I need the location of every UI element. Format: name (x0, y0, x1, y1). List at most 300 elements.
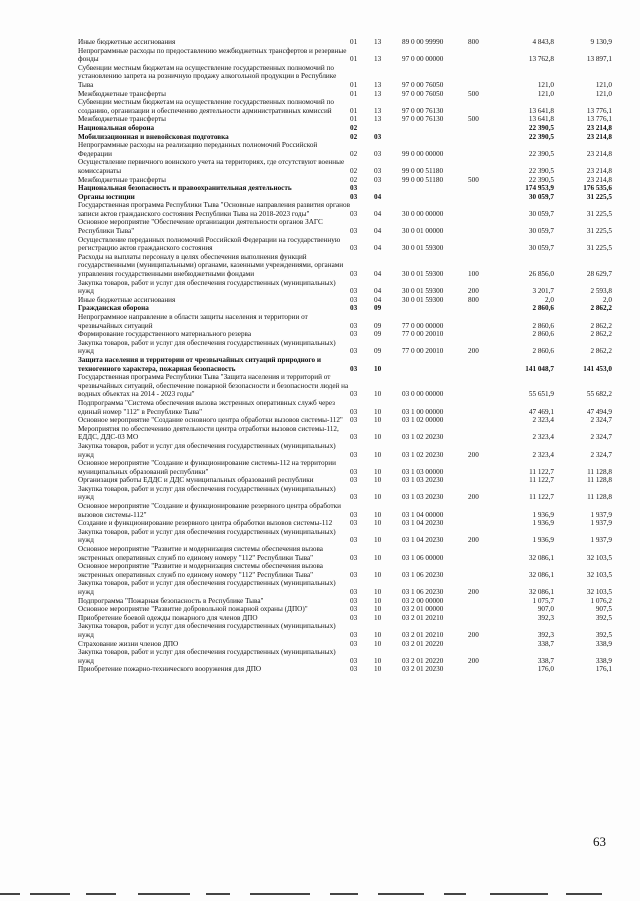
row-amount-year2: 47 494,9 (586, 407, 612, 416)
row-amount-year1: 2 860,6 (532, 330, 554, 339)
row-target-code: 97 0 00 76130 (402, 115, 444, 124)
row-amount-year2: 55 682,2 (586, 390, 612, 399)
row-target-code: 03 1 03 20230 (402, 476, 444, 485)
row-amount-year1: 338,7 (537, 639, 554, 648)
row-subsection: 10 (374, 656, 382, 665)
row-subsection: 10 (374, 665, 382, 674)
budget-table-body (78, 38, 612, 674)
row-name: Непрограммные расходы по предоставлению межбюджетных трансфертов и резервные фонды (78, 46, 347, 64)
row-name: Межбюджетные трансферты (78, 115, 166, 124)
row-subsection: 13 (374, 80, 382, 89)
row-amount-year2: 23 214,8 (586, 132, 612, 141)
row-name: Иные бюджетные ассигнования (78, 38, 176, 46)
row-amount-year2: 11 128,8 (587, 467, 612, 476)
row-amount-year1: 32 086,1 (528, 570, 554, 579)
row-target-code: 99 0 00 00000 (402, 149, 444, 158)
row-name: Межбюджетные трансферты (78, 175, 166, 184)
row-subsection: 10 (374, 519, 382, 528)
row-name: Осуществление переданных полномочий Российской Федерации на государственную регистрацию актов гражданского состояния (78, 235, 341, 253)
row-name: Основное мероприятие "Создание и функционирование системы-112 на территории муниципальных образований республики" (78, 459, 336, 476)
row-subsection: 04 (374, 227, 382, 236)
row-amount-year2: 1 937,9 (590, 519, 612, 528)
row-amount-year1: 26 856,0 (528, 270, 554, 279)
row-name: Основное мероприятие "Создание основного центра обработки вызовов системы-112" (78, 416, 343, 425)
row-section: 03 (350, 347, 358, 356)
row-amount-year1: 392,3 (537, 613, 554, 622)
row-target-code: 97 0 00 00000 (402, 55, 444, 64)
row-expense-type (468, 218, 496, 235)
row-amount-year2: 1 076,2 (590, 596, 612, 605)
table-row (78, 597, 612, 606)
table-row (78, 614, 612, 623)
row-expense-type (468, 665, 496, 674)
row-section: 03 (350, 630, 358, 639)
row-expense-type (468, 605, 496, 614)
row-amount-year1: 22 390,5 (528, 149, 554, 158)
row-amount-year2: 121,0 (595, 80, 612, 89)
row-amount-year2: 2,0 (603, 295, 612, 304)
row-amount-year1: 30 059,7 (528, 209, 554, 218)
row-amount-year2: 2 324,7 (590, 416, 612, 425)
row-amount-year1: 2 323,4 (532, 416, 554, 425)
row-expense-type: 500 (468, 175, 479, 184)
row-section: 03 (350, 209, 358, 218)
row-expense-type (468, 193, 496, 202)
row-section: 03 (350, 184, 358, 193)
row-subsection: 13 (374, 115, 382, 124)
row-amount-year2: 11 128,8 (587, 476, 612, 485)
row-subsection: 10 (374, 416, 382, 425)
row-subsection: 13 (374, 106, 382, 115)
table-row (78, 399, 612, 416)
row-target-code: 03 1 04 00000 (402, 510, 444, 519)
row-amount-year2: 338,9 (595, 639, 612, 648)
table-row (78, 98, 612, 115)
row-section: 01 (350, 106, 358, 115)
row-expense-type (468, 502, 496, 519)
row-subsection: 10 (374, 570, 382, 579)
row-amount-year1: 32 086,1 (528, 553, 554, 562)
row-amount-year1: 141 048,7 (525, 364, 554, 373)
row-expense-type: 200 (468, 536, 479, 545)
table-row (78, 64, 612, 90)
table-row (78, 416, 612, 425)
row-name: Органы юстиции (78, 192, 135, 201)
row-amount-year2: 176 535,6 (583, 184, 612, 193)
row-amount-year2: 2 862,2 (590, 321, 612, 330)
row-expense-type: 800 (468, 295, 479, 304)
row-target-code: 03 1 06 20230 (402, 570, 444, 579)
table-row (78, 218, 612, 235)
row-expense-type (468, 614, 496, 623)
row-amount-year1: 174 953,9 (525, 184, 554, 193)
table-row (78, 133, 612, 142)
row-name: Национальная безопасность и правоохранительная деятельность (78, 184, 292, 193)
row-name: Субвенции местным бюджетам на осуществление государственных полномочий по установлению запрета на розничную продажу алкогольной продукции в Республике Тыва (78, 63, 337, 89)
row-target-code: 30 0 01 00000 (402, 227, 444, 236)
row-expense-type (468, 399, 496, 416)
table-row (78, 90, 612, 99)
row-target-code: 03 1 06 00000 (402, 553, 444, 562)
row-subsection: 10 (374, 630, 382, 639)
row-target-code: 03 2 01 20210 (402, 613, 444, 622)
row-amount-year2: 1 937,9 (590, 536, 612, 545)
row-expense-type (468, 476, 496, 485)
row-section: 03 (350, 613, 358, 622)
row-amount-year2: 2 593,8 (590, 287, 612, 296)
row-name: Закупка товаров, работ и услуг для обеспечения государственных (муниципальных) нужд (78, 278, 336, 296)
row-amount-year2: 31 225,5 (586, 209, 612, 218)
row-amount-year1: 4 843,8 (532, 38, 554, 46)
row-name: Создание и функционирование резервного центра обработки вызовов системы-112 (78, 519, 333, 528)
row-name: Закупка товаров, работ и услуг для обеспечения государственных (муниципальных) нужд (78, 441, 336, 459)
row-amount-year1: 2 323,4 (532, 450, 554, 459)
row-name: Гражданская оборона (78, 304, 149, 313)
table-row (78, 562, 612, 579)
row-amount-year2: 32 103,5 (586, 570, 612, 579)
row-target-code: 97 0 00 76130 (402, 106, 444, 115)
row-subsection: 10 (374, 639, 382, 648)
row-amount-year1: 22 390,5 (528, 166, 554, 175)
page-number: 63 (593, 834, 606, 849)
row-amount-year2: 2 862,2 (590, 347, 612, 356)
table-row (78, 184, 612, 193)
row-amount-year1: 13 762,8 (528, 55, 554, 64)
row-amount-year2: 32 103,5 (586, 553, 612, 562)
row-subsection: 09 (374, 347, 382, 356)
row-subsection: 03 (374, 132, 382, 141)
row-subsection: 04 (374, 287, 382, 296)
row-expense-type (468, 416, 496, 425)
row-amount-year2: 23 214,8 (586, 123, 612, 132)
row-amount-year2: 23 214,8 (586, 166, 612, 175)
row-target-code: 03 1 02 00000 (402, 416, 444, 425)
table-row (78, 545, 612, 562)
table-row (78, 296, 612, 305)
row-amount-year2: 2 862,2 (590, 304, 612, 313)
table-row (78, 236, 612, 253)
table-row (78, 330, 612, 339)
table-row (78, 373, 612, 399)
table-row (78, 605, 612, 614)
table-row (78, 648, 612, 665)
row-name: Непрограммное направление в области защиты населения и территории от чрезвычайных ситуаций (78, 313, 308, 330)
row-name: Приобретение пожарно-технического вооружения для ДПО (78, 665, 262, 674)
table-row (78, 665, 612, 674)
row-name: Иные бюджетные ассигнования (78, 295, 176, 304)
row-target-code: 77 0 00 20010 (402, 330, 444, 339)
table-row (78, 579, 612, 596)
row-subsection: 04 (374, 209, 382, 218)
row-target-code (402, 184, 468, 193)
table-row (78, 339, 612, 356)
row-section: 03 (350, 570, 358, 579)
row-amount-year2: 23 214,8 (586, 149, 612, 158)
row-expense-type (468, 47, 496, 64)
row-subsection: 10 (374, 510, 382, 519)
row-section: 03 (350, 467, 358, 476)
row-amount-year1: 11 122,7 (529, 476, 554, 485)
table-row (78, 115, 612, 124)
table-row (78, 279, 612, 296)
row-subsection: 10 (374, 536, 382, 545)
row-target-code: 30 0 01 59300 (402, 295, 444, 304)
row-name: Расходы на выплаты персоналу в целях обеспечения выполнения функций государственными (муниципальными) органами, казенными учреждениями, органами управления государственными внебюджетными фондами (78, 252, 344, 279)
table-row (78, 442, 612, 459)
row-expense-type (468, 425, 496, 442)
table-row (78, 253, 612, 279)
row-name: Организация работы ЕДДС и ДДС муниципальных образований республики (78, 476, 314, 485)
row-target-code: 77 0 00 20010 (402, 347, 444, 356)
row-expense-type: 500 (468, 89, 479, 98)
row-name: Закупка товаров, работ и услуг для обеспечения государственных (муниципальных) нужд (78, 527, 336, 545)
row-name: Государственная программа Республики Тыва "Основные направления развития органов записи актов гражданского состояния Республики Тыва на 2018-2023 годы" (78, 201, 350, 218)
row-amount-year2: 176,1 (595, 665, 612, 674)
row-subsection: 10 (374, 390, 382, 399)
row-section: 03 (350, 656, 358, 665)
row-section: 03 (350, 330, 358, 339)
row-amount-year1: 22 390,5 (528, 123, 554, 132)
row-expense-type (468, 64, 496, 90)
row-target-code: 30 0 01 59300 (402, 244, 444, 253)
table-row (78, 459, 612, 476)
row-subsection: 10 (374, 433, 382, 442)
row-name: Закупка товаров, работ и услуг для обеспечения государственных (муниципальных) нужд (78, 622, 336, 639)
row-target-code: 03 2 01 20220 (402, 639, 444, 648)
table-row (78, 38, 612, 47)
table-row (78, 356, 612, 373)
row-amount-year2: 121,0 (595, 89, 612, 98)
row-expense-type: 200 (468, 287, 479, 296)
row-target-code: 03 2 00 00000 (402, 596, 444, 605)
row-section: 03 (350, 295, 358, 304)
row-expense-type: 200 (468, 347, 479, 356)
row-name: Приобретение боевой одежды пожарного для членов ДПО (78, 613, 258, 622)
row-name: Закупка товаров, работ и услуг для обеспечения государственных (муниципальных) нужд (78, 484, 336, 502)
row-section: 03 (350, 227, 358, 236)
row-subsection: 10 (374, 364, 382, 373)
row-expense-type (468, 313, 496, 330)
row-amount-year2: 31 225,5 (586, 244, 612, 253)
row-section: 03 (350, 364, 358, 373)
row-target-code: 30 0 01 59300 (402, 287, 444, 296)
row-amount-year1: 907,0 (537, 605, 554, 614)
row-expense-type: 200 (468, 588, 479, 596)
row-target-code (402, 124, 468, 133)
row-name: Национальная оборона (78, 123, 155, 132)
footer-scan-marks (0, 893, 640, 896)
row-name: Непрограммные расходы на реализацию переданных полномочий Российской Федерации (78, 141, 318, 158)
table-row (78, 193, 612, 202)
row-section: 03 (350, 493, 358, 502)
row-amount-year2: 31 225,5 (586, 227, 612, 236)
row-section: 03 (350, 244, 358, 253)
row-expense-type (468, 519, 496, 528)
row-target-code: 03 2 01 00000 (402, 605, 444, 614)
table-row (78, 158, 612, 175)
row-subsection: 13 (374, 89, 382, 98)
row-expense-type (468, 133, 496, 142)
row-name: Основное мероприятие "Создание и функционирование резервного центра обработки вызовов системы-112" (78, 502, 342, 519)
row-amount-year1: 11 122,7 (529, 467, 554, 476)
row-subsection: 10 (374, 450, 382, 459)
row-amount-year1: 176,0 (537, 665, 554, 674)
row-section: 03 (350, 639, 358, 648)
row-name: Закупка товаров, работ и услуг для обеспечения государственных (муниципальных) нужд (78, 648, 336, 665)
row-amount-year1: 1 936,9 (532, 510, 554, 519)
row-section: 03 (350, 605, 358, 614)
row-amount-year1: 2,0 (545, 295, 554, 304)
row-target-code: 03 1 02 20230 (402, 450, 444, 459)
table-row (78, 201, 612, 218)
row-name: Защита населения и территории от чрезвычайных ситуаций природного и техногенного характера, пожарная безопасность (78, 355, 322, 373)
row-subsection: 10 (374, 493, 382, 502)
row-amount-year2: 11 128,8 (587, 493, 612, 502)
row-amount-year1: 2 860,6 (532, 304, 554, 313)
row-target-code: 30 0 00 00000 (402, 209, 444, 218)
row-expense-type (468, 141, 496, 158)
row-amount-year2: 9 130,9 (590, 38, 612, 46)
row-target-code: 03 1 03 20230 (402, 493, 444, 502)
row-expense-type (468, 545, 496, 562)
row-name: Закупка товаров, работ и услуг для обеспечения государственных (муниципальных) нужд (78, 338, 336, 356)
table-row (78, 304, 612, 313)
row-amount-year1: 392,3 (537, 630, 554, 639)
row-expense-type: 200 (468, 656, 479, 665)
row-section: 03 (350, 536, 358, 545)
table-row (78, 519, 612, 528)
row-subsection: 03 (374, 175, 382, 184)
row-name: Основное мероприятие "Развитие и модернизация системы обеспечения вызова экстренных оперативных служб по единому номеру "112" Республики Тыва" (78, 562, 323, 579)
row-expense-type: 200 (468, 493, 479, 502)
row-name: Основное мероприятие "Обеспечение организации деятельности органов ЗАГС Республики Тыва" (78, 218, 323, 236)
table-row (78, 502, 612, 519)
row-section: 03 (350, 596, 358, 605)
row-target-code: 99 0 00 51180 (402, 166, 444, 175)
row-name: Субвенции местным бюджетам на осуществление государственных полномочий по созданию, организации и обеспечению деятельности административных комиссий (78, 98, 334, 115)
row-section: 03 (350, 665, 358, 674)
row-amount-year1: 1 075,7 (532, 596, 554, 605)
row-amount-year1: 47 469,1 (528, 407, 554, 416)
row-amount-year2: 1 937,9 (590, 510, 612, 519)
row-subsection: 10 (374, 467, 382, 476)
row-target-code: 03 0 00 00000 (402, 390, 444, 399)
row-section: 03 (350, 321, 358, 330)
row-expense-type (468, 373, 496, 399)
row-amount-year2: 907,5 (595, 605, 612, 614)
row-amount-year1: 338,7 (537, 656, 554, 665)
row-amount-year1: 121,0 (537, 80, 554, 89)
row-section: 03 (350, 433, 358, 442)
row-expense-type: 100 (468, 270, 479, 279)
row-subsection (374, 124, 402, 133)
table-row (78, 176, 612, 185)
row-target-code (402, 193, 468, 202)
row-target-code: 03 1 04 20230 (402, 536, 444, 545)
table-row (78, 47, 612, 64)
row-amount-year2: 2 324,7 (590, 433, 612, 442)
row-amount-year2: 28 629,7 (586, 270, 612, 279)
row-target-code: 03 1 04 20230 (402, 519, 444, 528)
table-row (78, 622, 612, 639)
row-subsection: 09 (374, 330, 382, 339)
row-amount-year2: 2 862,2 (590, 330, 612, 339)
row-subsection: 10 (374, 613, 382, 622)
row-section: 02 (350, 166, 358, 175)
row-section: 01 (350, 80, 358, 89)
row-section: 01 (350, 55, 358, 64)
row-amount-year2: 23 214,8 (586, 175, 612, 184)
row-target-code: 77 0 00 00000 (402, 321, 444, 330)
row-amount-year1: 30 059,7 (528, 227, 554, 236)
row-subsection: 09 (374, 321, 382, 330)
row-subsection: 13 (374, 55, 382, 64)
row-amount-year1: 1 936,9 (532, 519, 554, 528)
row-amount-year1: 30 059,7 (528, 244, 554, 253)
row-subsection: 03 (374, 166, 382, 175)
row-target-code (402, 133, 468, 142)
row-amount-year2: 392,5 (595, 613, 612, 622)
row-expense-type (468, 304, 496, 313)
row-amount-year1: 2 860,6 (532, 347, 554, 356)
row-subsection: 13 (374, 38, 382, 46)
row-target-code: 89 0 00 99990 (402, 38, 444, 46)
row-subsection: 10 (374, 553, 382, 562)
row-expense-type (468, 640, 496, 649)
row-name: Мобилизационная и вневойсковая подготовка (78, 132, 229, 141)
row-amount-year2: 2 324,7 (590, 450, 612, 459)
table-row (78, 528, 612, 545)
row-section: 02 (350, 132, 358, 141)
table-row (78, 425, 612, 442)
row-expense-type (468, 330, 496, 339)
row-subsection: 04 (374, 295, 382, 304)
row-amount-year2: 392,5 (595, 630, 612, 639)
row-amount-year1: 22 390,5 (528, 132, 554, 141)
row-amount-year2: 13 897,1 (586, 55, 612, 64)
row-expense-type (468, 124, 496, 133)
row-amount-year2: 32 103,5 (586, 588, 612, 596)
table-row (78, 476, 612, 485)
row-name: Основное мероприятие "Развитие добровольной пожарной охраны (ДПО)" (78, 605, 308, 614)
row-expense-type (468, 184, 496, 193)
row-subsection: 10 (374, 588, 382, 596)
row-section: 01 (350, 115, 358, 124)
row-expense-type (468, 158, 496, 175)
row-target-code: 03 1 02 20230 (402, 433, 444, 442)
row-subsection: 10 (374, 596, 382, 605)
row-target-code: 30 0 01 59300 (402, 270, 444, 279)
row-section: 03 (350, 390, 358, 399)
row-amount-year1: 13 641,8 (528, 106, 554, 115)
row-expense-type (468, 201, 496, 218)
row-target-code: 03 1 03 00000 (402, 467, 444, 476)
row-target-code: 99 0 00 51180 (402, 175, 444, 184)
row-amount-year2: 13 776,1 (586, 106, 612, 115)
row-section: 03 (350, 407, 358, 416)
row-section: 03 (350, 270, 358, 279)
row-expense-type: 200 (468, 450, 479, 459)
row-subsection: 10 (374, 476, 382, 485)
row-section: 03 (350, 304, 358, 313)
table-row (78, 485, 612, 502)
table-row (78, 124, 612, 133)
row-amount-year1: 2 860,6 (532, 321, 554, 330)
row-subsection: 04 (374, 192, 382, 201)
row-name: Мероприятия по обеспечению деятельности центра отработки вызовов системы-112, ЕДДС, ДДС-03 МО (78, 424, 339, 442)
row-section: 01 (350, 89, 358, 98)
row-name: Подпрограмма "Система обеспечения вызова экстренных оперативных служб через единый номер "112" в Республике Тыва" (78, 398, 335, 416)
